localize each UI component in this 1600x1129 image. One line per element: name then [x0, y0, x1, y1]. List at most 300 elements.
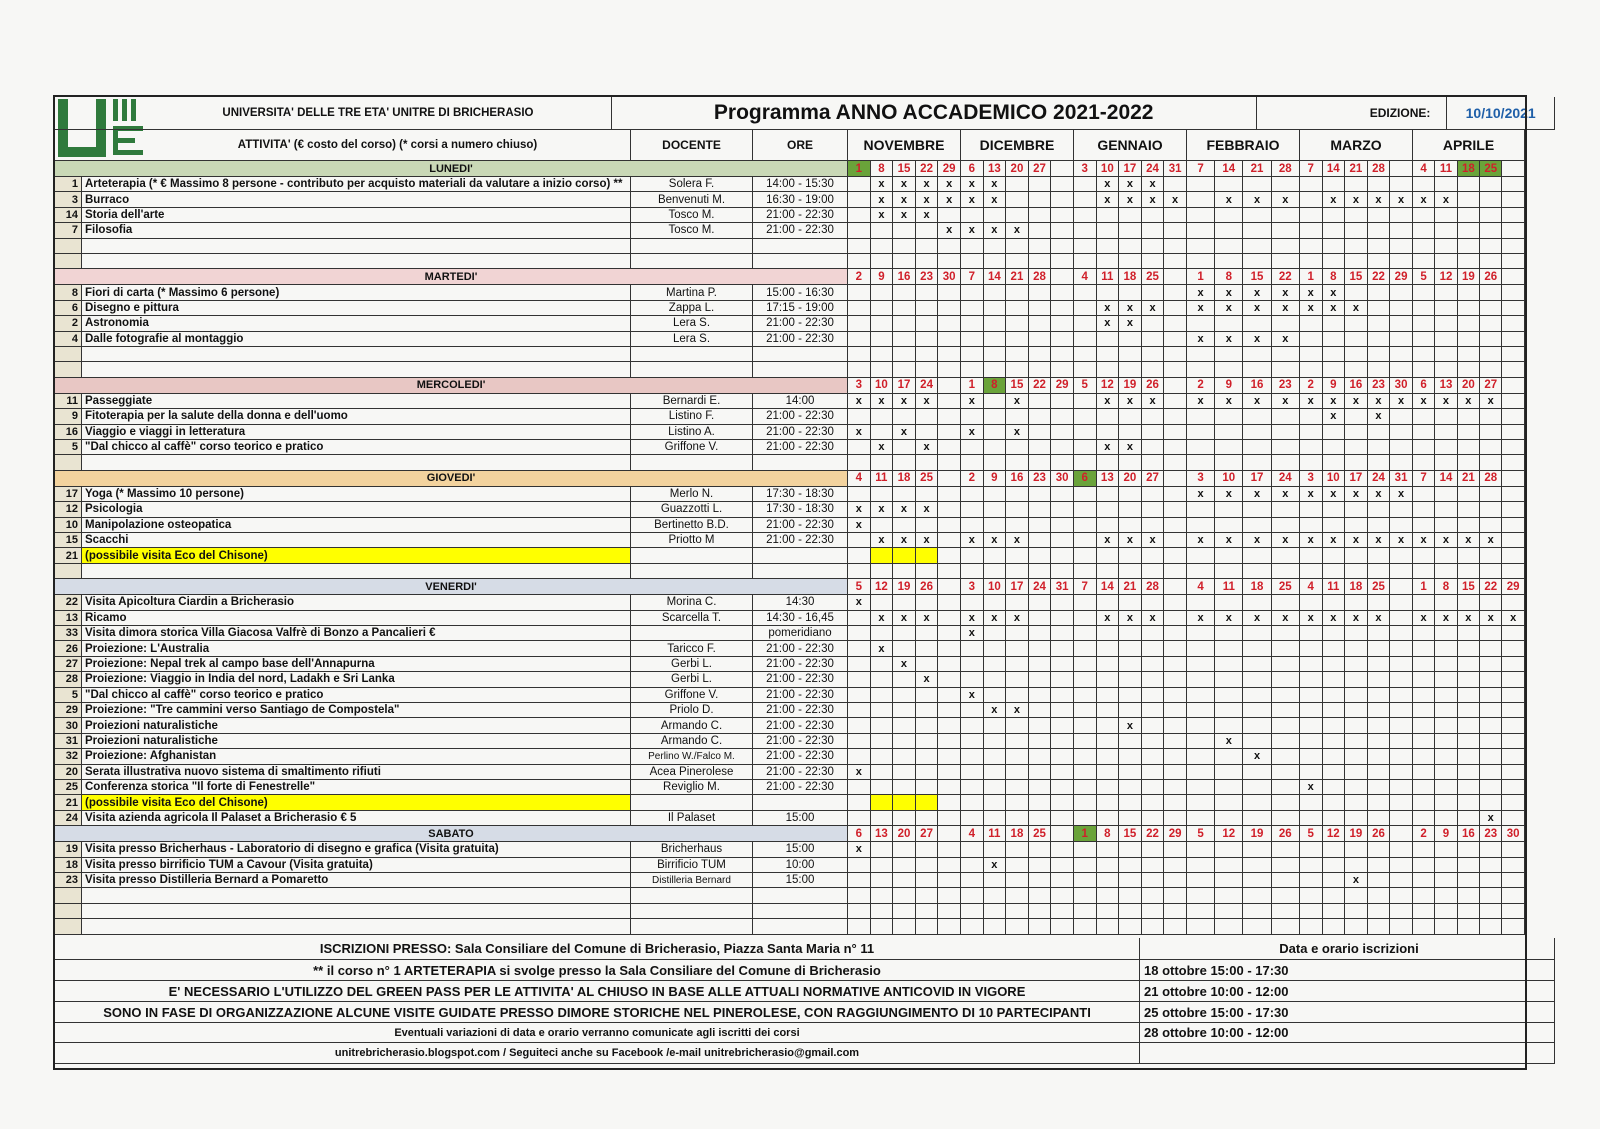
- date-cell: [1051, 842, 1074, 857]
- date-cell: [1413, 595, 1435, 610]
- date-header-cell: 5: [1413, 269, 1435, 285]
- date-cell: [1164, 223, 1187, 238]
- date-cell: [1142, 223, 1165, 238]
- date-cell: [1323, 362, 1346, 377]
- activity-number: 26: [55, 641, 82, 656]
- date-cell: [1097, 873, 1120, 888]
- activity-row: [55, 795, 1555, 810]
- title-cell: [82, 347, 631, 362]
- date-cell: [1300, 904, 1323, 919]
- date-cell: [1051, 672, 1074, 687]
- docente-cell: [631, 239, 753, 254]
- date-cell: [1119, 425, 1142, 440]
- session-mark: x: [1243, 487, 1271, 502]
- date-cell: [1345, 564, 1368, 579]
- date-cell: [1435, 254, 1457, 269]
- date-cell: [1272, 672, 1300, 687]
- date-cell: [1029, 888, 1052, 903]
- date-cell: [1215, 223, 1243, 238]
- date-header-cell: 18: [1006, 826, 1029, 842]
- activity-hours: 21:00 - 22:30: [753, 425, 848, 440]
- date-cell: [1272, 765, 1300, 780]
- date-header-cell: 21: [1243, 161, 1271, 177]
- month-header-aprile: APRILE: [1413, 130, 1525, 161]
- date-cell: [938, 533, 961, 548]
- date-header-cell: 18: [893, 471, 916, 487]
- date-header-cell: 27: [916, 826, 939, 842]
- date-cell: [1502, 177, 1524, 192]
- date-cell: [1323, 795, 1346, 810]
- date-cell: [1164, 611, 1187, 626]
- date-cell: [1300, 657, 1323, 672]
- hours-cell: [753, 904, 848, 919]
- date-cell: [1142, 239, 1165, 254]
- date-cell: [1413, 718, 1435, 733]
- date-cell: [1097, 518, 1120, 533]
- date-header-cell: 11: [1323, 579, 1346, 595]
- date-cell: [1164, 657, 1187, 672]
- date-cell: [1006, 888, 1029, 903]
- date-header-cell: 13: [1097, 471, 1120, 487]
- session-mark: x: [848, 502, 871, 517]
- date-cell: [1435, 548, 1457, 563]
- session-mark: x: [1215, 301, 1243, 316]
- docente-cell: [631, 888, 753, 903]
- activity-number: 18: [55, 858, 82, 873]
- activity-docente: Perlino W./Falco M.: [631, 749, 753, 764]
- date-cell: [1243, 440, 1271, 455]
- date-header-cell: 11: [1097, 269, 1120, 285]
- activity-row: [55, 487, 1555, 502]
- date-cell: [871, 316, 894, 331]
- date-cell: [1051, 347, 1074, 362]
- date-cell: [1164, 811, 1187, 826]
- date-cell: [1435, 595, 1457, 610]
- date-cell: [1243, 564, 1271, 579]
- footer-note: E' NECESSARIO L'UTILIZZO DEL GREEN PASS PER LE ATTIVITA' AL CHIUSO IN BASE ALLE ATTUALI NORMATIVE ANTICOVID IN VIGORE: [55, 981, 1140, 1002]
- date-cell: [1051, 904, 1074, 919]
- activity-title: Viaggio e viaggi in letteratura: [82, 425, 631, 440]
- date-cell: [1243, 595, 1271, 610]
- activity-hours: 21:00 - 22:30: [753, 688, 848, 703]
- date-cell: [1502, 795, 1524, 810]
- date-cell: [961, 641, 984, 656]
- activity-hours: 14:30: [753, 595, 848, 610]
- session-mark: x: [1435, 611, 1457, 626]
- date-header-cell: 11: [1435, 161, 1457, 177]
- date-cell: [1187, 316, 1215, 331]
- date-cell: [938, 425, 961, 440]
- edition-label: EDIZIONE:: [1257, 97, 1448, 130]
- date-cell: [1164, 548, 1187, 563]
- activity-title: Visita presso Distilleria Bernard a Pomaretto: [82, 873, 631, 888]
- date-header-cell: 3: [848, 378, 871, 394]
- session-mark: x: [1345, 301, 1368, 316]
- session-mark: x: [893, 177, 916, 192]
- date-cell: [1164, 734, 1187, 749]
- date-cell: [1142, 641, 1165, 656]
- date-cell: [1435, 177, 1457, 192]
- date-cell: [1323, 223, 1346, 238]
- date-cell: [1368, 919, 1391, 934]
- day-band-0: [55, 161, 1555, 177]
- date-cell: [1051, 703, 1074, 718]
- date-cell: [1458, 657, 1480, 672]
- date-header-cell: 7: [1413, 471, 1435, 487]
- date-cell: [1368, 765, 1391, 780]
- date-cell: [1345, 239, 1368, 254]
- date-header-cell: 5: [1187, 826, 1215, 842]
- date-cell: [1480, 502, 1502, 517]
- date-cell: [1164, 208, 1187, 223]
- date-cell: [1029, 641, 1052, 656]
- date-cell: [1243, 223, 1271, 238]
- empty-row: [55, 904, 1555, 919]
- date-cell: [1006, 239, 1029, 254]
- date-cell: [1458, 285, 1480, 300]
- day-label: LUNEDI': [55, 161, 848, 177]
- date-cell: [1390, 688, 1413, 703]
- date-cell: [1368, 734, 1391, 749]
- date-cell: [848, 749, 871, 764]
- date-cell: [1458, 502, 1480, 517]
- date-cell: [1187, 672, 1215, 687]
- session-mark: x: [961, 688, 984, 703]
- session-mark: x: [1390, 487, 1413, 502]
- date-header-cell: 19: [893, 579, 916, 595]
- date-cell: [1390, 703, 1413, 718]
- date-cell: [1502, 208, 1524, 223]
- session-mark: x: [1480, 533, 1502, 548]
- activity-title: (possibile visita Eco del Chisone): [82, 795, 631, 810]
- session-mark: x: [1390, 394, 1413, 409]
- date-cell: [961, 718, 984, 733]
- date-cell: [1435, 440, 1457, 455]
- session-mark: x: [984, 611, 1007, 626]
- date-cell: [1413, 425, 1435, 440]
- activity-number: 23: [55, 873, 82, 888]
- date-cell: [1142, 564, 1165, 579]
- date-cell: [1272, 718, 1300, 733]
- date-cell: [1413, 795, 1435, 810]
- date-cell: [961, 301, 984, 316]
- date-cell: [893, 362, 916, 377]
- date-cell: [1097, 362, 1120, 377]
- date-cell: [1006, 316, 1029, 331]
- date-cell: [1142, 626, 1165, 641]
- date-cell: [1480, 487, 1502, 502]
- date-cell: [1502, 301, 1524, 316]
- date-cell: [1458, 873, 1480, 888]
- date-cell: [961, 332, 984, 347]
- date-cell: [1215, 254, 1243, 269]
- date-cell: [1323, 425, 1346, 440]
- date-cell: [1215, 873, 1243, 888]
- row-number-cell: [55, 347, 82, 362]
- date-cell: [1390, 888, 1413, 903]
- date-cell: [1502, 502, 1524, 517]
- date-cell: [1480, 749, 1502, 764]
- session-mark: x: [1413, 394, 1435, 409]
- date-cell: [1006, 688, 1029, 703]
- date-cell: [848, 811, 871, 826]
- activity-row: [55, 192, 1555, 207]
- date-cell: [1243, 919, 1271, 934]
- date-cell: [938, 239, 961, 254]
- date-header-cell: 12: [1435, 269, 1457, 285]
- activity-number: 31: [55, 734, 82, 749]
- date-header-cell: 2: [961, 471, 984, 487]
- date-cell: [1074, 192, 1097, 207]
- date-cell: [1345, 223, 1368, 238]
- date-header-cell: 14: [1435, 471, 1457, 487]
- enroll-empty: [1140, 1043, 1555, 1064]
- date-cell: [1006, 672, 1029, 687]
- session-mark: x: [1119, 394, 1142, 409]
- date-cell: [1323, 749, 1346, 764]
- date-cell: [871, 688, 894, 703]
- date-cell: [1187, 718, 1215, 733]
- date-cell: [1215, 548, 1243, 563]
- activity-hours: 15:00 - 16:30: [753, 285, 848, 300]
- date-cell: [1368, 641, 1391, 656]
- date-cell: [893, 641, 916, 656]
- date-cell: [1074, 919, 1097, 934]
- session-mark: x: [961, 192, 984, 207]
- date-cell: [893, 332, 916, 347]
- date-cell: [916, 703, 939, 718]
- date-cell: [1390, 316, 1413, 331]
- date-cell: [1458, 440, 1480, 455]
- date-cell: [1300, 362, 1323, 377]
- date-header-cell: 23: [1029, 471, 1052, 487]
- date-cell: [1390, 904, 1413, 919]
- month-header-febbraio: FEBBRAIO: [1187, 130, 1300, 161]
- date-cell: [1272, 239, 1300, 254]
- date-cell: [1390, 718, 1413, 733]
- date-cell: [1215, 455, 1243, 470]
- date-cell: [1390, 440, 1413, 455]
- date-cell: [1300, 765, 1323, 780]
- date-cell: [916, 425, 939, 440]
- date-header-cell: 1: [1074, 826, 1097, 842]
- date-cell: [871, 409, 894, 424]
- date-cell: [1435, 734, 1457, 749]
- date-cell: [1323, 208, 1346, 223]
- date-cell: [1142, 734, 1165, 749]
- date-cell: [938, 749, 961, 764]
- session-mark: x: [1272, 301, 1300, 316]
- date-cell: [1458, 858, 1480, 873]
- session-mark: x: [1243, 301, 1271, 316]
- date-header-cell: 17: [1119, 161, 1142, 177]
- date-cell: [848, 192, 871, 207]
- date-cell: [1413, 873, 1435, 888]
- date-cell: [1142, 285, 1165, 300]
- hours-cell: [753, 888, 848, 903]
- date-cell: [1323, 765, 1346, 780]
- date-cell: [1345, 347, 1368, 362]
- activity-title: Proiezione: Nepal trek al campo base dell'Annapurna: [82, 657, 631, 672]
- date-cell: [1164, 765, 1187, 780]
- footer-row: [55, 960, 1555, 981]
- activity-row: [55, 440, 1555, 455]
- activity-docente: Merlo N.: [631, 487, 753, 502]
- session-mark: x: [1006, 425, 1029, 440]
- date-cell: [1345, 688, 1368, 703]
- date-cell: [1119, 502, 1142, 517]
- date-cell: [938, 858, 961, 873]
- date-cell: [1458, 672, 1480, 687]
- date-cell: [1435, 455, 1457, 470]
- session-mark: x: [1119, 611, 1142, 626]
- date-cell: [1502, 873, 1524, 888]
- date-cell: [916, 749, 939, 764]
- session-mark: x: [871, 533, 894, 548]
- date-cell: [1119, 672, 1142, 687]
- session-mark: x: [871, 208, 894, 223]
- date-cell: [1480, 332, 1502, 347]
- date-header-cell: 1: [1187, 269, 1215, 285]
- date-cell: [1051, 657, 1074, 672]
- date-cell: [1119, 347, 1142, 362]
- date-cell: [1435, 919, 1457, 934]
- date-cell: [1390, 548, 1413, 563]
- date-cell: [1390, 765, 1413, 780]
- date-header-cell: 16: [1345, 378, 1368, 394]
- date-cell: [1458, 749, 1480, 764]
- date-cell: [984, 455, 1007, 470]
- date-cell: [916, 518, 939, 533]
- date-cell: [871, 455, 894, 470]
- activity-number: 15: [55, 533, 82, 548]
- date-cell: [1458, 780, 1480, 795]
- date-cell: [1215, 239, 1243, 254]
- activity-hours: pomeridiano: [753, 626, 848, 641]
- date-cell: [1029, 487, 1052, 502]
- date-header-cell: 5: [1300, 826, 1323, 842]
- day-label: SABATO: [55, 826, 848, 842]
- activity-number: 5: [55, 688, 82, 703]
- date-cell: [1029, 440, 1052, 455]
- date-cell: [1458, 795, 1480, 810]
- date-header-cell: [1390, 579, 1413, 595]
- date-header-cell: [1164, 269, 1187, 285]
- date-cell: [1029, 765, 1052, 780]
- footer-row: [55, 1023, 1555, 1043]
- date-header-cell: [938, 378, 961, 394]
- row-number-cell: [55, 904, 82, 919]
- date-cell: [984, 254, 1007, 269]
- date-cell: [1323, 440, 1346, 455]
- empty-row: [55, 362, 1555, 377]
- date-cell: [893, 718, 916, 733]
- date-cell: [1480, 177, 1502, 192]
- hours-cell: [753, 564, 848, 579]
- date-header-cell: 14: [984, 269, 1007, 285]
- session-mark: x: [1368, 611, 1391, 626]
- date-cell: [848, 888, 871, 903]
- activity-docente: Martina P.: [631, 285, 753, 300]
- date-cell: [848, 780, 871, 795]
- date-cell: [1074, 239, 1097, 254]
- date-cell: [1029, 718, 1052, 733]
- session-mark: x: [916, 177, 939, 192]
- date-cell: [1368, 626, 1391, 641]
- date-cell: [1006, 858, 1029, 873]
- date-cell: [1097, 780, 1120, 795]
- date-cell: [1300, 502, 1323, 517]
- date-cell: [848, 362, 871, 377]
- date-cell: [1006, 780, 1029, 795]
- date-cell: [1051, 749, 1074, 764]
- date-cell: [1142, 904, 1165, 919]
- activity-docente: Taricco F.: [631, 641, 753, 656]
- date-cell: [1029, 795, 1052, 810]
- date-cell: [1368, 440, 1391, 455]
- session-mark: x: [1187, 394, 1215, 409]
- date-cell: [1074, 765, 1097, 780]
- date-cell: [1164, 641, 1187, 656]
- session-mark: x: [1458, 611, 1480, 626]
- date-header-cell: 12: [1215, 826, 1243, 842]
- date-cell: [1272, 455, 1300, 470]
- date-cell: [1300, 177, 1323, 192]
- date-cell: [1051, 254, 1074, 269]
- date-header-cell: 25: [1029, 826, 1052, 842]
- date-cell: [938, 672, 961, 687]
- date-cell: [916, 564, 939, 579]
- date-cell: [1480, 208, 1502, 223]
- docente-cell: [631, 254, 753, 269]
- date-cell: [1029, 332, 1052, 347]
- activity-hours: 17:30 - 18:30: [753, 502, 848, 517]
- date-cell: [984, 626, 1007, 641]
- date-cell: [871, 765, 894, 780]
- date-header-cell: 8: [1323, 269, 1346, 285]
- date-cell: [1435, 873, 1457, 888]
- date-cell: [871, 362, 894, 377]
- date-cell: [1119, 487, 1142, 502]
- date-cell: [1502, 285, 1524, 300]
- date-cell: [1272, 873, 1300, 888]
- date-cell: [984, 657, 1007, 672]
- date-cell: [871, 703, 894, 718]
- session-mark: x: [1215, 734, 1243, 749]
- date-cell: [1413, 734, 1435, 749]
- date-cell: [1458, 208, 1480, 223]
- date-cell: [1164, 564, 1187, 579]
- header-top-row: [55, 97, 1555, 130]
- date-cell: [1051, 192, 1074, 207]
- date-header-cell: 22: [1368, 269, 1391, 285]
- date-header-cell: 27: [1142, 471, 1165, 487]
- date-cell: [1164, 795, 1187, 810]
- date-cell: [1142, 703, 1165, 718]
- date-cell: [1142, 595, 1165, 610]
- date-cell: [1345, 254, 1368, 269]
- date-cell: [1029, 518, 1052, 533]
- date-cell: [1051, 239, 1074, 254]
- date-cell: [1345, 641, 1368, 656]
- date-cell: [1435, 301, 1457, 316]
- date-cell: [1051, 223, 1074, 238]
- date-cell: [1006, 487, 1029, 502]
- date-cell: [1164, 518, 1187, 533]
- date-cell: [1142, 919, 1165, 934]
- date-header-cell: 30: [1502, 826, 1524, 842]
- date-cell: [871, 672, 894, 687]
